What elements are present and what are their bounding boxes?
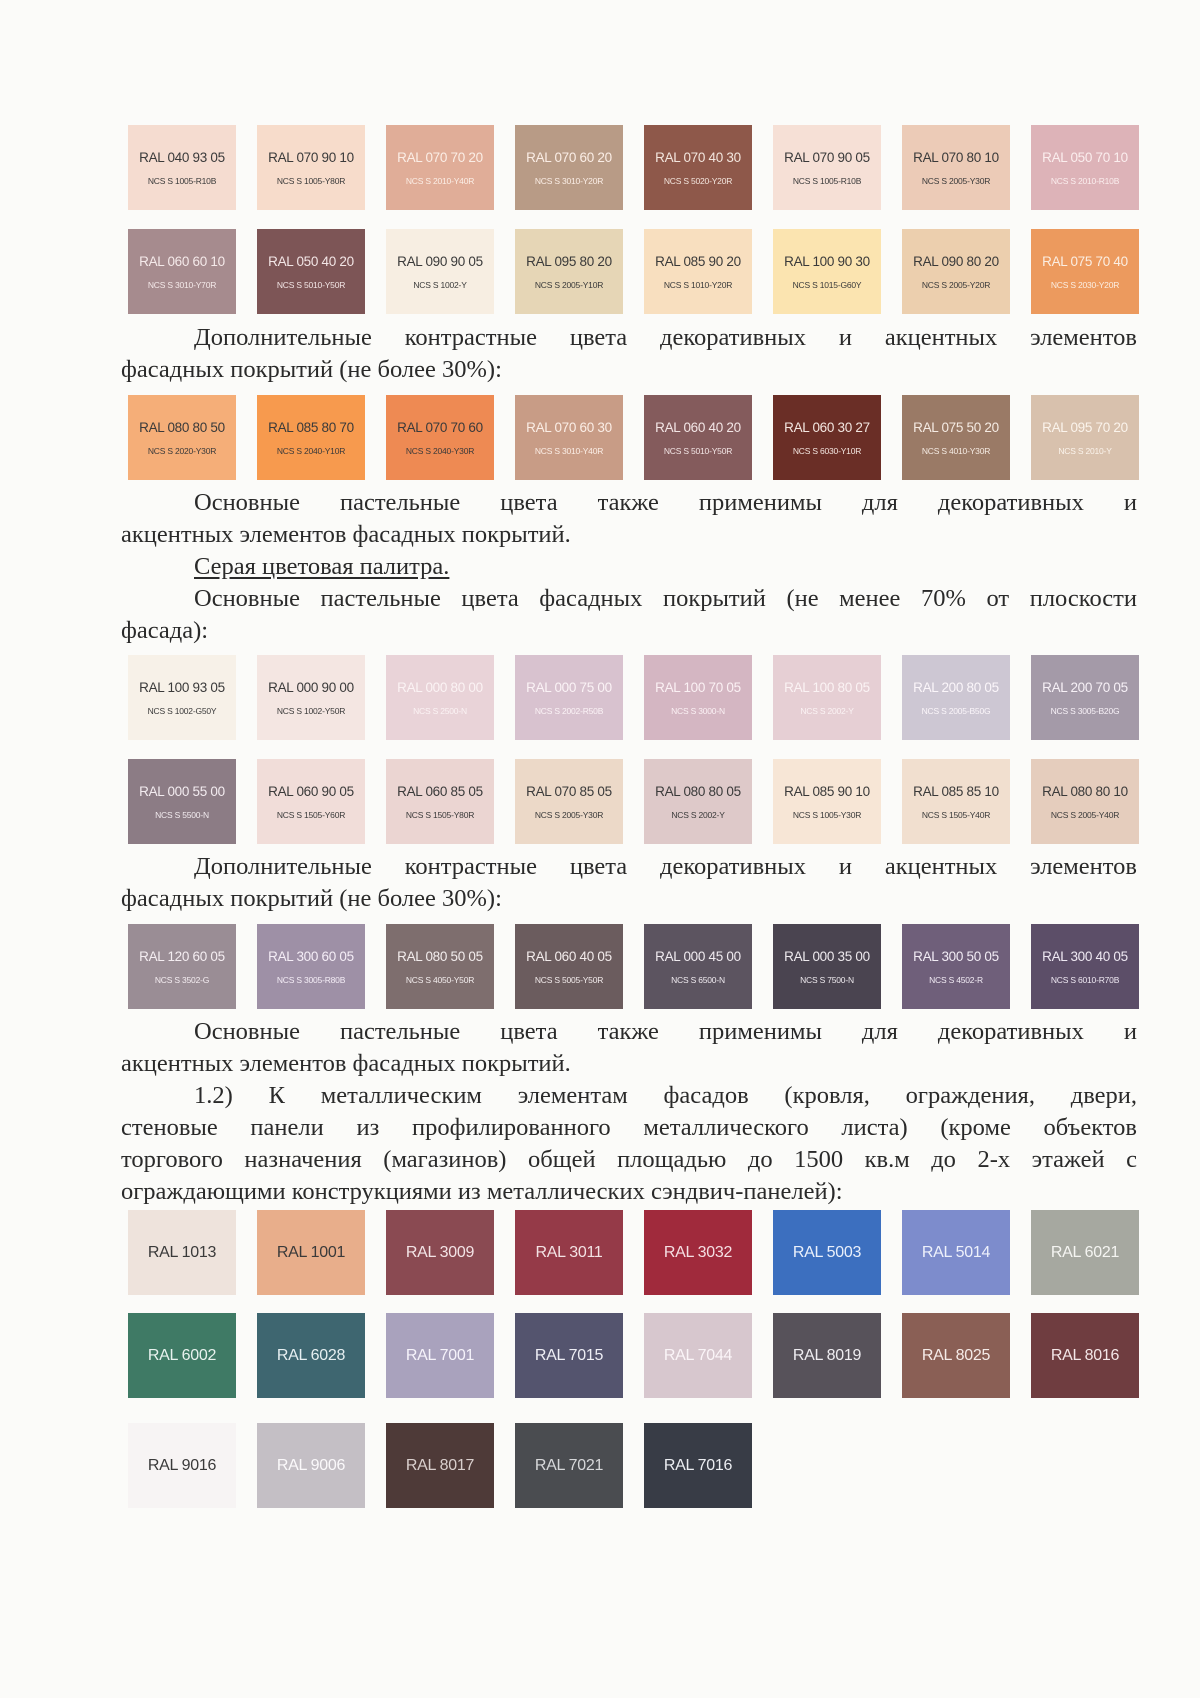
ncs-code: NCS S 3010-Y70R (147, 279, 217, 290)
ral-code: RAL 6002 (147, 1346, 217, 1364)
ncs-code: NCS S 5005-Y50R (534, 974, 604, 985)
pastel-swatch-row (128, 125, 1138, 210)
ral-code: RAL 200 70 05 (1042, 679, 1128, 695)
metal-swatch-row (128, 1313, 1138, 1398)
color-swatch (773, 924, 881, 1009)
ral-code: RAL 7016 (663, 1456, 733, 1474)
ncs-code: NCS S 2002-Y (800, 705, 854, 716)
ncs-code: NCS S 2030-Y20R (1050, 279, 1120, 290)
color-swatch (128, 395, 236, 480)
color-swatch (128, 759, 236, 844)
color-swatch (128, 229, 236, 314)
metal-swatch-row (128, 1210, 1138, 1295)
ral-code: RAL 095 70 20 (1042, 419, 1128, 435)
color-swatch (1031, 1313, 1139, 1398)
ral-code: RAL 8019 (792, 1346, 862, 1364)
ral-code: RAL 000 90 00 (268, 679, 354, 695)
color-swatch (386, 229, 494, 314)
grey-palette-heading: Серая цветовая палитра. (194, 553, 450, 580)
ral-code: RAL 060 90 05 (268, 783, 354, 799)
color-swatch (644, 1313, 752, 1398)
color-swatch (902, 395, 1010, 480)
ral-code: RAL 300 60 05 (268, 948, 354, 964)
color-swatch (515, 229, 623, 314)
ral-code: RAL 000 80 00 (397, 679, 483, 695)
ral-code: RAL 100 70 05 (655, 679, 741, 695)
ncs-code: NCS S 1005-R10B (792, 175, 862, 186)
ral-code: RAL 3009 (405, 1243, 475, 1261)
ral-code: RAL 300 40 05 (1042, 948, 1128, 964)
ncs-code: NCS S 5500-N (155, 809, 209, 820)
ral-code: RAL 3011 (535, 1243, 603, 1261)
ral-code: RAL 200 80 05 (913, 679, 999, 695)
color-swatch (515, 125, 623, 210)
color-swatch (1031, 395, 1139, 480)
paragraph-line: Основные пастельные цвета фасадных покрытий (не менее 70% от плоскости (194, 585, 1137, 612)
ral-code: RAL 085 90 10 (784, 783, 870, 799)
color-swatch (515, 924, 623, 1009)
ral-code: RAL 8016 (1050, 1346, 1120, 1364)
color-swatch (128, 125, 236, 210)
paragraph-line: Основные пастельные цвета также применимы для декоративных и (194, 1018, 1137, 1045)
color-swatch (1031, 1210, 1139, 1295)
ncs-code: NCS S 3005-R80B (276, 974, 346, 985)
ncs-code: NCS S 1010-Y20R (663, 279, 733, 290)
ral-code: RAL 8025 (921, 1346, 991, 1364)
color-swatch (128, 655, 236, 740)
ncs-code: NCS S 2500-N (413, 705, 467, 716)
color-swatch (128, 924, 236, 1009)
paragraph-line: торгового назначения (магазинов) общей площадью до 1500 кв.м до 2-х этажей с (121, 1146, 1137, 1173)
color-swatch (386, 759, 494, 844)
ncs-code: NCS S 6030-Y10R (792, 445, 862, 456)
color-swatch (257, 395, 365, 480)
pastel-swatch-row (128, 229, 1138, 314)
ral-code: RAL 9016 (147, 1456, 217, 1474)
ral-code: RAL 1001 (276, 1243, 346, 1261)
grey-swatch-row (128, 759, 1138, 844)
color-swatch (644, 1423, 752, 1508)
paragraph-line: Дополнительные контрастные цвета декоративных и акцентных элементов (194, 324, 1137, 351)
color-swatch (386, 924, 494, 1009)
pastel-note-paragraph (121, 487, 1137, 647)
ncs-code: NCS S 5010-Y50R (276, 279, 346, 290)
ral-code: RAL 6021 (1050, 1243, 1120, 1261)
grey-swatch-row (128, 655, 1138, 740)
ral-code: RAL 5014 (921, 1243, 991, 1261)
ncs-code: NCS S 2040-Y10R (276, 445, 346, 456)
color-swatch (902, 1313, 1010, 1398)
color-swatch (773, 759, 881, 844)
ral-code: RAL 070 40 30 (655, 149, 741, 165)
ncs-code: NCS S 2002-R50B (534, 705, 604, 716)
paragraph-line: фасада): (121, 617, 209, 644)
color-swatch (257, 759, 365, 844)
ral-code: RAL 7001 (405, 1346, 475, 1364)
ral-code: RAL 070 90 10 (268, 149, 354, 165)
ncs-code: NCS S 2005-Y20R (921, 279, 991, 290)
ral-code: RAL 095 80 20 (526, 253, 612, 269)
ncs-code: NCS S 3000-N (671, 705, 725, 716)
ncs-code: NCS S 1505-Y40R (921, 809, 991, 820)
color-swatch (773, 1313, 881, 1398)
color-swatch (773, 229, 881, 314)
color-swatch (1031, 229, 1139, 314)
ral-code: RAL 080 80 50 (139, 419, 225, 435)
paragraph-line: 1.2) К металлическим элементам фасадов (кровля, ограждения, двери, (194, 1082, 1137, 1109)
ral-code: RAL 085 80 70 (268, 419, 354, 435)
ncs-code: NCS S 2005-Y40R (1050, 809, 1120, 820)
ral-code: RAL 6028 (276, 1346, 346, 1364)
ral-code: RAL 090 80 20 (913, 253, 999, 269)
ral-code: RAL 070 85 05 (526, 783, 612, 799)
paragraph-line: ограждающими конструкциями из металлических сэндвич-панелей): (121, 1178, 843, 1205)
ncs-code: NCS S 2020-Y30R (147, 445, 217, 456)
ral-code: RAL 090 90 05 (397, 253, 483, 269)
color-swatch (902, 1210, 1010, 1295)
color-swatch (1031, 924, 1139, 1009)
ral-code: RAL 085 85 10 (913, 783, 999, 799)
paragraph-line: Дополнительные контрастные цвета декоративных и акцентных элементов (194, 853, 1137, 880)
ncs-code: NCS S 1002-Y (413, 279, 467, 290)
color-swatch (257, 1313, 365, 1398)
ral-code: RAL 070 80 10 (913, 149, 999, 165)
color-swatch (644, 759, 752, 844)
ral-code: RAL 060 30 27 (784, 419, 870, 435)
ral-code: RAL 100 80 05 (784, 679, 870, 695)
ncs-code: NCS S 2010-Y40R (405, 175, 475, 186)
paragraph-line: акцентных элементов фасадных покрытий. (121, 521, 571, 548)
color-swatch (1031, 655, 1139, 740)
color-swatch (257, 655, 365, 740)
ral-code: RAL 075 70 40 (1042, 253, 1128, 269)
ral-code: RAL 000 75 00 (526, 679, 612, 695)
color-swatch (902, 924, 1010, 1009)
ral-code: RAL 5003 (792, 1243, 862, 1261)
ncs-code: NCS S 1005-Y30R (792, 809, 862, 820)
color-swatch (515, 395, 623, 480)
color-swatch (257, 1423, 365, 1508)
ral-code: RAL 070 70 20 (397, 149, 483, 165)
ral-code: RAL 100 90 30 (784, 253, 870, 269)
color-swatch (1031, 125, 1139, 210)
ncs-code: NCS S 2005-B50G (921, 705, 991, 716)
color-swatch (386, 125, 494, 210)
color-swatch (515, 655, 623, 740)
ncs-code: NCS S 1015-G60Y (792, 279, 862, 290)
ncs-code: NCS S 2005-Y10R (534, 279, 604, 290)
color-swatch (386, 655, 494, 740)
contrast-colors-paragraph-2 (121, 851, 1137, 915)
color-swatch (515, 759, 623, 844)
ncs-code: NCS S 3005-B20G (1050, 705, 1120, 716)
ncs-code: NCS S 2040-Y30R (405, 445, 475, 456)
ral-code: RAL 080 80 10 (1042, 783, 1128, 799)
ral-code: RAL 8017 (405, 1456, 475, 1474)
color-swatch (257, 924, 365, 1009)
ral-code: RAL 070 60 30 (526, 419, 612, 435)
ncs-code: NCS S 3502-G (154, 974, 210, 985)
ral-code: RAL 100 93 05 (139, 679, 225, 695)
ncs-code: NCS S 1002-Y50R (276, 705, 346, 716)
ral-code: RAL 040 93 05 (139, 149, 225, 165)
ral-code: RAL 070 90 05 (784, 149, 870, 165)
color-swatch (644, 1210, 752, 1295)
ncs-code: NCS S 4050-Y50R (405, 974, 475, 985)
ral-code: RAL 060 85 05 (397, 783, 483, 799)
ral-code: RAL 060 40 20 (655, 419, 741, 435)
contrast-swatch-row (128, 395, 1138, 480)
ncs-code: NCS S 2005-Y30R (921, 175, 991, 186)
ral-code: RAL 000 55 00 (139, 783, 225, 799)
ral-code: RAL 7015 (534, 1346, 604, 1364)
color-swatch (386, 1423, 494, 1508)
ncs-code: NCS S 7500-N (800, 974, 854, 985)
color-swatch (257, 229, 365, 314)
ral-code: RAL 070 60 20 (526, 149, 612, 165)
ncs-code: NCS S 1505-Y60R (276, 809, 346, 820)
ncs-code: NCS S 2002-Y (671, 809, 725, 820)
color-swatch (644, 395, 752, 480)
color-swatch (386, 1210, 494, 1295)
paragraph-line: Основные пастельные цвета также применимы для декоративных и (194, 489, 1137, 516)
color-swatch (644, 924, 752, 1009)
metal-elements-paragraph (121, 1016, 1137, 1208)
color-swatch (128, 1423, 236, 1508)
ral-code: RAL 050 70 10 (1042, 149, 1128, 165)
ral-code: RAL 070 70 60 (397, 419, 483, 435)
color-swatch (515, 1423, 623, 1508)
ral-code: RAL 9006 (276, 1456, 346, 1474)
ral-code: RAL 060 40 05 (526, 948, 612, 964)
ncs-code: NCS S 1005-Y80R (276, 175, 346, 186)
ral-code: RAL 050 40 20 (268, 253, 354, 269)
ncs-code: NCS S 4502-R (929, 974, 983, 985)
ncs-code: NCS S 3010-Y40R (534, 445, 604, 456)
paragraph-line: фасадных покрытий (не более 30%): (121, 885, 502, 912)
ral-code: RAL 7021 (534, 1456, 604, 1474)
color-swatch (644, 125, 752, 210)
ral-code: RAL 060 60 10 (139, 253, 225, 269)
paragraph-line: фасадных покрытий (не более 30%): (121, 356, 502, 383)
ncs-code: NCS S 5020-Y20R (663, 175, 733, 186)
color-swatch (1031, 759, 1139, 844)
color-swatch (515, 1313, 623, 1398)
color-swatch (773, 125, 881, 210)
ncs-code: NCS S 3010-Y20R (534, 175, 604, 186)
ncs-code: NCS S 2010-R10B (1050, 175, 1120, 186)
ncs-code: NCS S 6010-R70B (1050, 974, 1120, 985)
color-swatch (128, 1210, 236, 1295)
color-swatch (128, 1313, 236, 1398)
color-swatch (902, 655, 1010, 740)
color-swatch (773, 655, 881, 740)
color-swatch (386, 1313, 494, 1398)
color-swatch (386, 395, 494, 480)
ral-code: RAL 000 35 00 (784, 948, 870, 964)
ral-code: RAL 080 50 05 (397, 948, 483, 964)
ncs-code: NCS S 1505-Y80R (405, 809, 475, 820)
ral-code: RAL 7044 (663, 1346, 733, 1364)
ncs-code: NCS S 1002-G50Y (147, 705, 217, 716)
ral-code: RAL 300 50 05 (913, 948, 999, 964)
color-swatch (644, 229, 752, 314)
contrast-swatch-row (128, 924, 1138, 1009)
ncs-code: NCS S 1005-R10B (147, 175, 217, 186)
ncs-code: NCS S 2010-Y (1058, 445, 1112, 456)
color-swatch (902, 229, 1010, 314)
ral-code: RAL 3032 (663, 1243, 733, 1261)
color-swatch (644, 655, 752, 740)
metal-swatch-row (128, 1423, 1138, 1508)
ral-code: RAL 075 50 20 (913, 419, 999, 435)
ncs-code: NCS S 2005-Y30R (534, 809, 604, 820)
contrast-colors-paragraph (121, 322, 1137, 386)
ral-code: RAL 085 90 20 (655, 253, 741, 269)
color-swatch (257, 1210, 365, 1295)
paragraph-line: акцентных элементов фасадных покрытий. (121, 1050, 571, 1077)
ncs-code: NCS S 5010-Y50R (663, 445, 733, 456)
color-swatch (902, 759, 1010, 844)
ral-code: RAL 000 45 00 (655, 948, 741, 964)
color-swatch (902, 125, 1010, 210)
ncs-code: NCS S 6500-N (671, 974, 725, 985)
ral-code: RAL 120 60 05 (139, 948, 225, 964)
color-swatch (515, 1210, 623, 1295)
color-swatch (773, 395, 881, 480)
ral-code: RAL 080 80 05 (655, 783, 741, 799)
ral-code: RAL 1013 (147, 1243, 217, 1261)
paragraph-line: стеновые панели из профилированного металлического листа) (кроме объектов (121, 1114, 1137, 1141)
ncs-code: NCS S 4010-Y30R (921, 445, 991, 456)
color-swatch (773, 1210, 881, 1295)
color-swatch (257, 125, 365, 210)
